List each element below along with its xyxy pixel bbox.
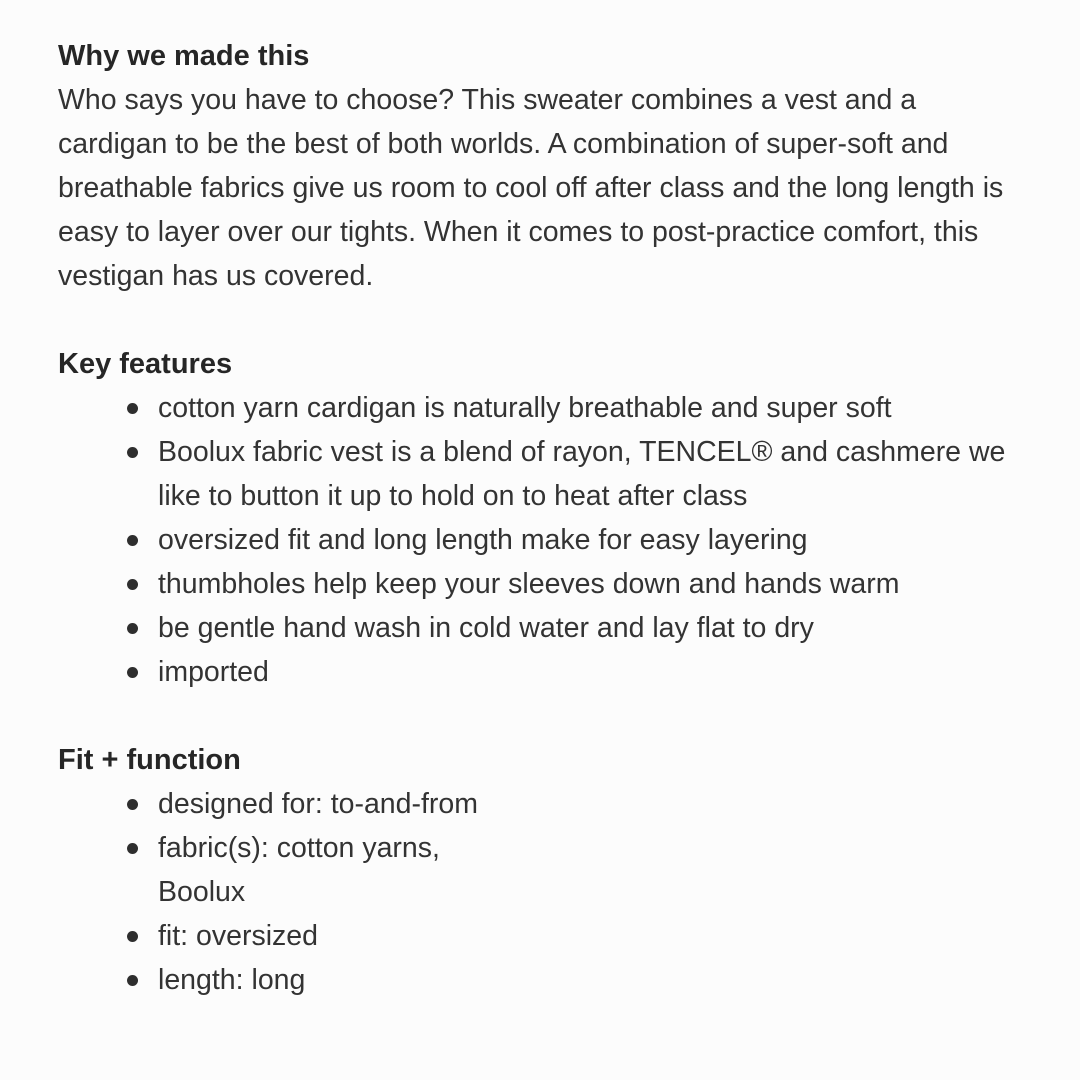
bullet-dot-icon	[127, 535, 138, 546]
bullet-dot-icon	[127, 667, 138, 678]
list-item	[158, 430, 1030, 518]
list-item-text: Boolux fabric vest is a blend of rayon, TENCEL® and cashmere we like to button it up to hold on to heat after class	[158, 436, 1006, 512]
bullet-dot-icon	[127, 931, 138, 942]
why-we-made-this-text: Who says you have to choose? This sweater combines a vest and a cardigan to be the best of both worlds. A combination of super-soft and breathable fabrics give us room to cool off after class and the long length is easy to layer over our tights. When it comes to post-practice comfort, this vestigan has us covered.	[58, 84, 1004, 292]
why-we-made-this-section	[58, 34, 1030, 298]
list-item-text: oversized fit and long length make for easy layering	[158, 524, 808, 556]
list-item	[158, 562, 1030, 606]
bullet-dot-icon	[127, 403, 138, 414]
list-item	[158, 518, 1030, 562]
list-item-text: designed for: to-and-from	[158, 788, 478, 820]
key-features-heading: Key features	[58, 348, 233, 380]
bullet-dot-icon	[127, 975, 138, 986]
bullet-dot-icon	[127, 447, 138, 458]
fit-function-section	[58, 738, 1030, 1002]
bullet-dot-icon	[127, 799, 138, 810]
key-features-list	[58, 386, 1030, 694]
bullet-dot-icon	[127, 579, 138, 590]
list-item-text: fit: oversized	[158, 920, 318, 952]
list-item-text: fabric(s): cotton yarns, Boolux	[158, 832, 440, 908]
list-item	[158, 386, 1030, 430]
bullet-dot-icon	[127, 623, 138, 634]
list-item-text: cotton yarn cardigan is naturally breathable and super soft	[158, 392, 892, 424]
list-item	[158, 650, 1030, 694]
list-item-text: imported	[158, 656, 269, 688]
list-item-text: length: long	[158, 964, 306, 996]
list-item	[158, 958, 1030, 1002]
fit-function-list	[58, 782, 1030, 1002]
key-features-section	[58, 342, 1030, 694]
list-item	[158, 826, 1030, 914]
bullet-dot-icon	[127, 843, 138, 854]
list-item	[158, 606, 1030, 650]
list-item-text: be gentle hand wash in cold water and lay flat to dry	[158, 612, 814, 644]
list-item	[158, 914, 1030, 958]
list-item	[158, 782, 1030, 826]
fit-function-heading: Fit + function	[58, 744, 241, 776]
list-item-text: thumbholes help keep your sleeves down and hands warm	[158, 568, 900, 600]
why-we-made-this-heading: Why we made this	[58, 40, 310, 72]
